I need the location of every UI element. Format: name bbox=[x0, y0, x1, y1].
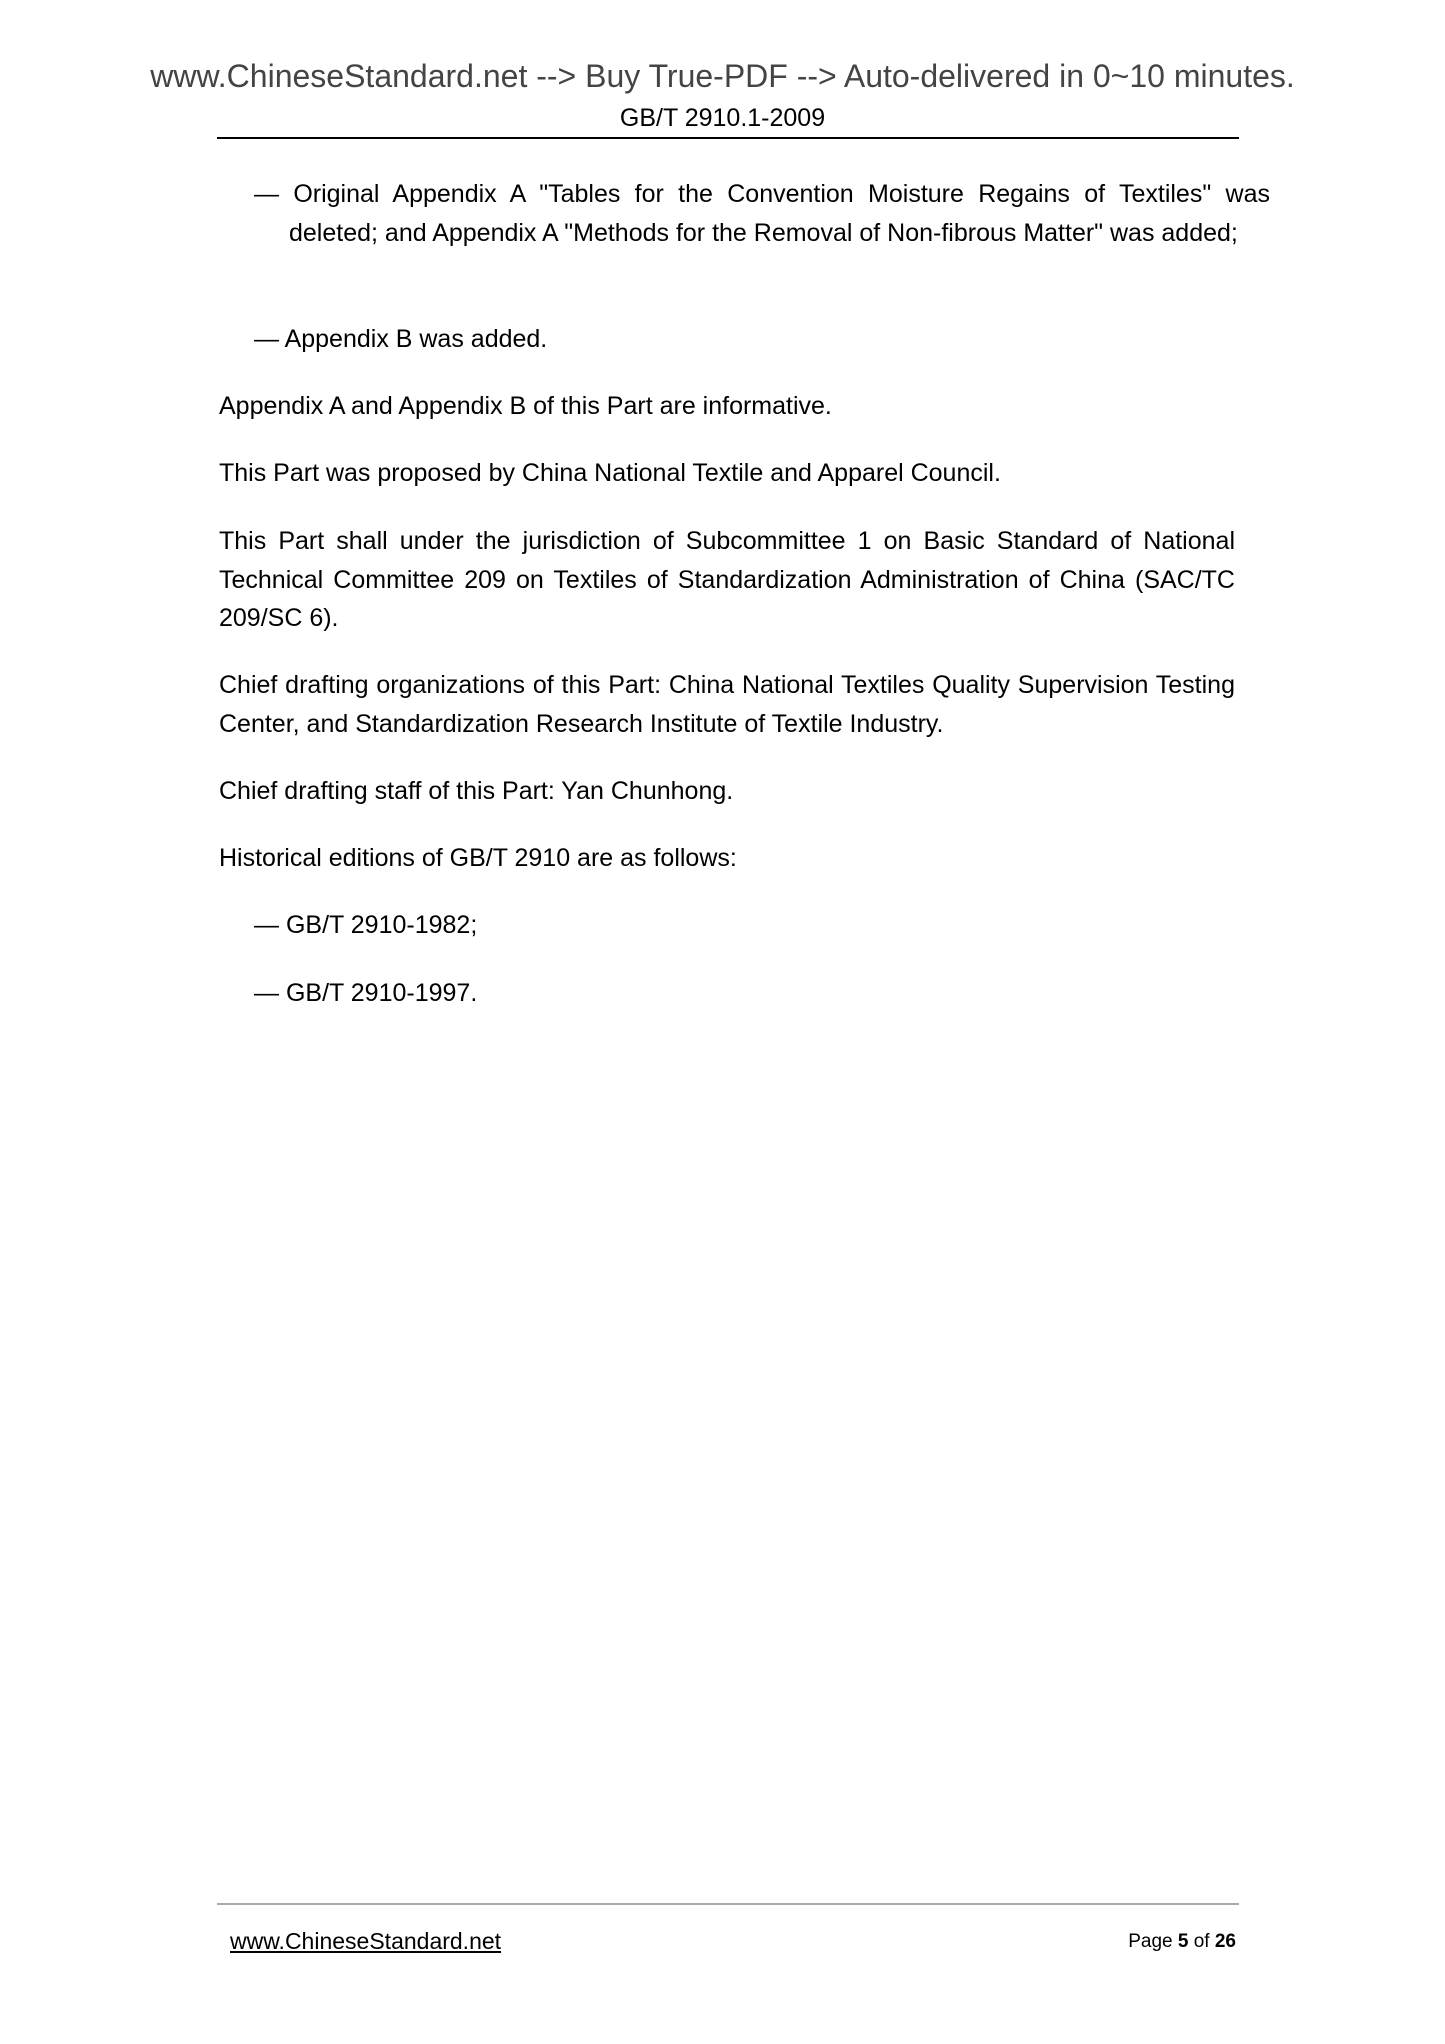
page-number bbox=[1128, 1931, 1236, 1953]
header-banner: www.ChineseStandard.net --> Buy True-PDF --> Auto-delivered in 0~10 minutes. bbox=[150, 58, 1295, 94]
bullet-item: — Original Appendix A "Tables for the Convention Moisture Regains of Textiles" was deleted; and Appendix A "Methods for the Removal of Non-fibrous Matter" was added; bbox=[254, 180, 1270, 247]
bullet-item: — GB/T 2910-1982; bbox=[254, 911, 478, 939]
page-prefix: Page bbox=[1128, 1931, 1173, 1952]
page-total: 26 bbox=[1214, 1931, 1236, 1952]
bullet-item: — GB/T 2910-1997. bbox=[254, 979, 478, 1007]
page-of: of bbox=[1193, 1931, 1210, 1952]
paragraph: Historical editions of GB/T 2910 are as follows: bbox=[219, 844, 737, 872]
paragraph: This Part shall under the jurisdiction of Subcommittee 1 on Basic Standard of National Technical Committee 209 on Textiles of Standardization Administration of China (SAC/TC 209/SC 6). bbox=[219, 527, 1235, 632]
paragraph: Chief drafting organizations of this Part: China National Textiles Quality Supervision Testing Center, and Standardization Research Institute of Textile Industry. bbox=[219, 671, 1235, 738]
footer-divider bbox=[217, 1903, 1239, 1905]
standard-code: GB/T 2910.1-2009 bbox=[619, 104, 826, 132]
page-current: 5 bbox=[1177, 1931, 1189, 1952]
paragraph: This Part was proposed by China National Textile and Apparel Council. bbox=[219, 459, 1001, 487]
bullet-item: — Appendix B was added. bbox=[254, 325, 548, 353]
paragraph: Chief drafting staff of this Part: Yan Chunhong. bbox=[219, 777, 734, 805]
header-divider bbox=[217, 137, 1239, 139]
footer-site-link[interactable]: www.ChineseStandard.net bbox=[230, 1928, 502, 1954]
paragraph: Appendix A and Appendix B of this Part are informative. bbox=[219, 392, 832, 420]
